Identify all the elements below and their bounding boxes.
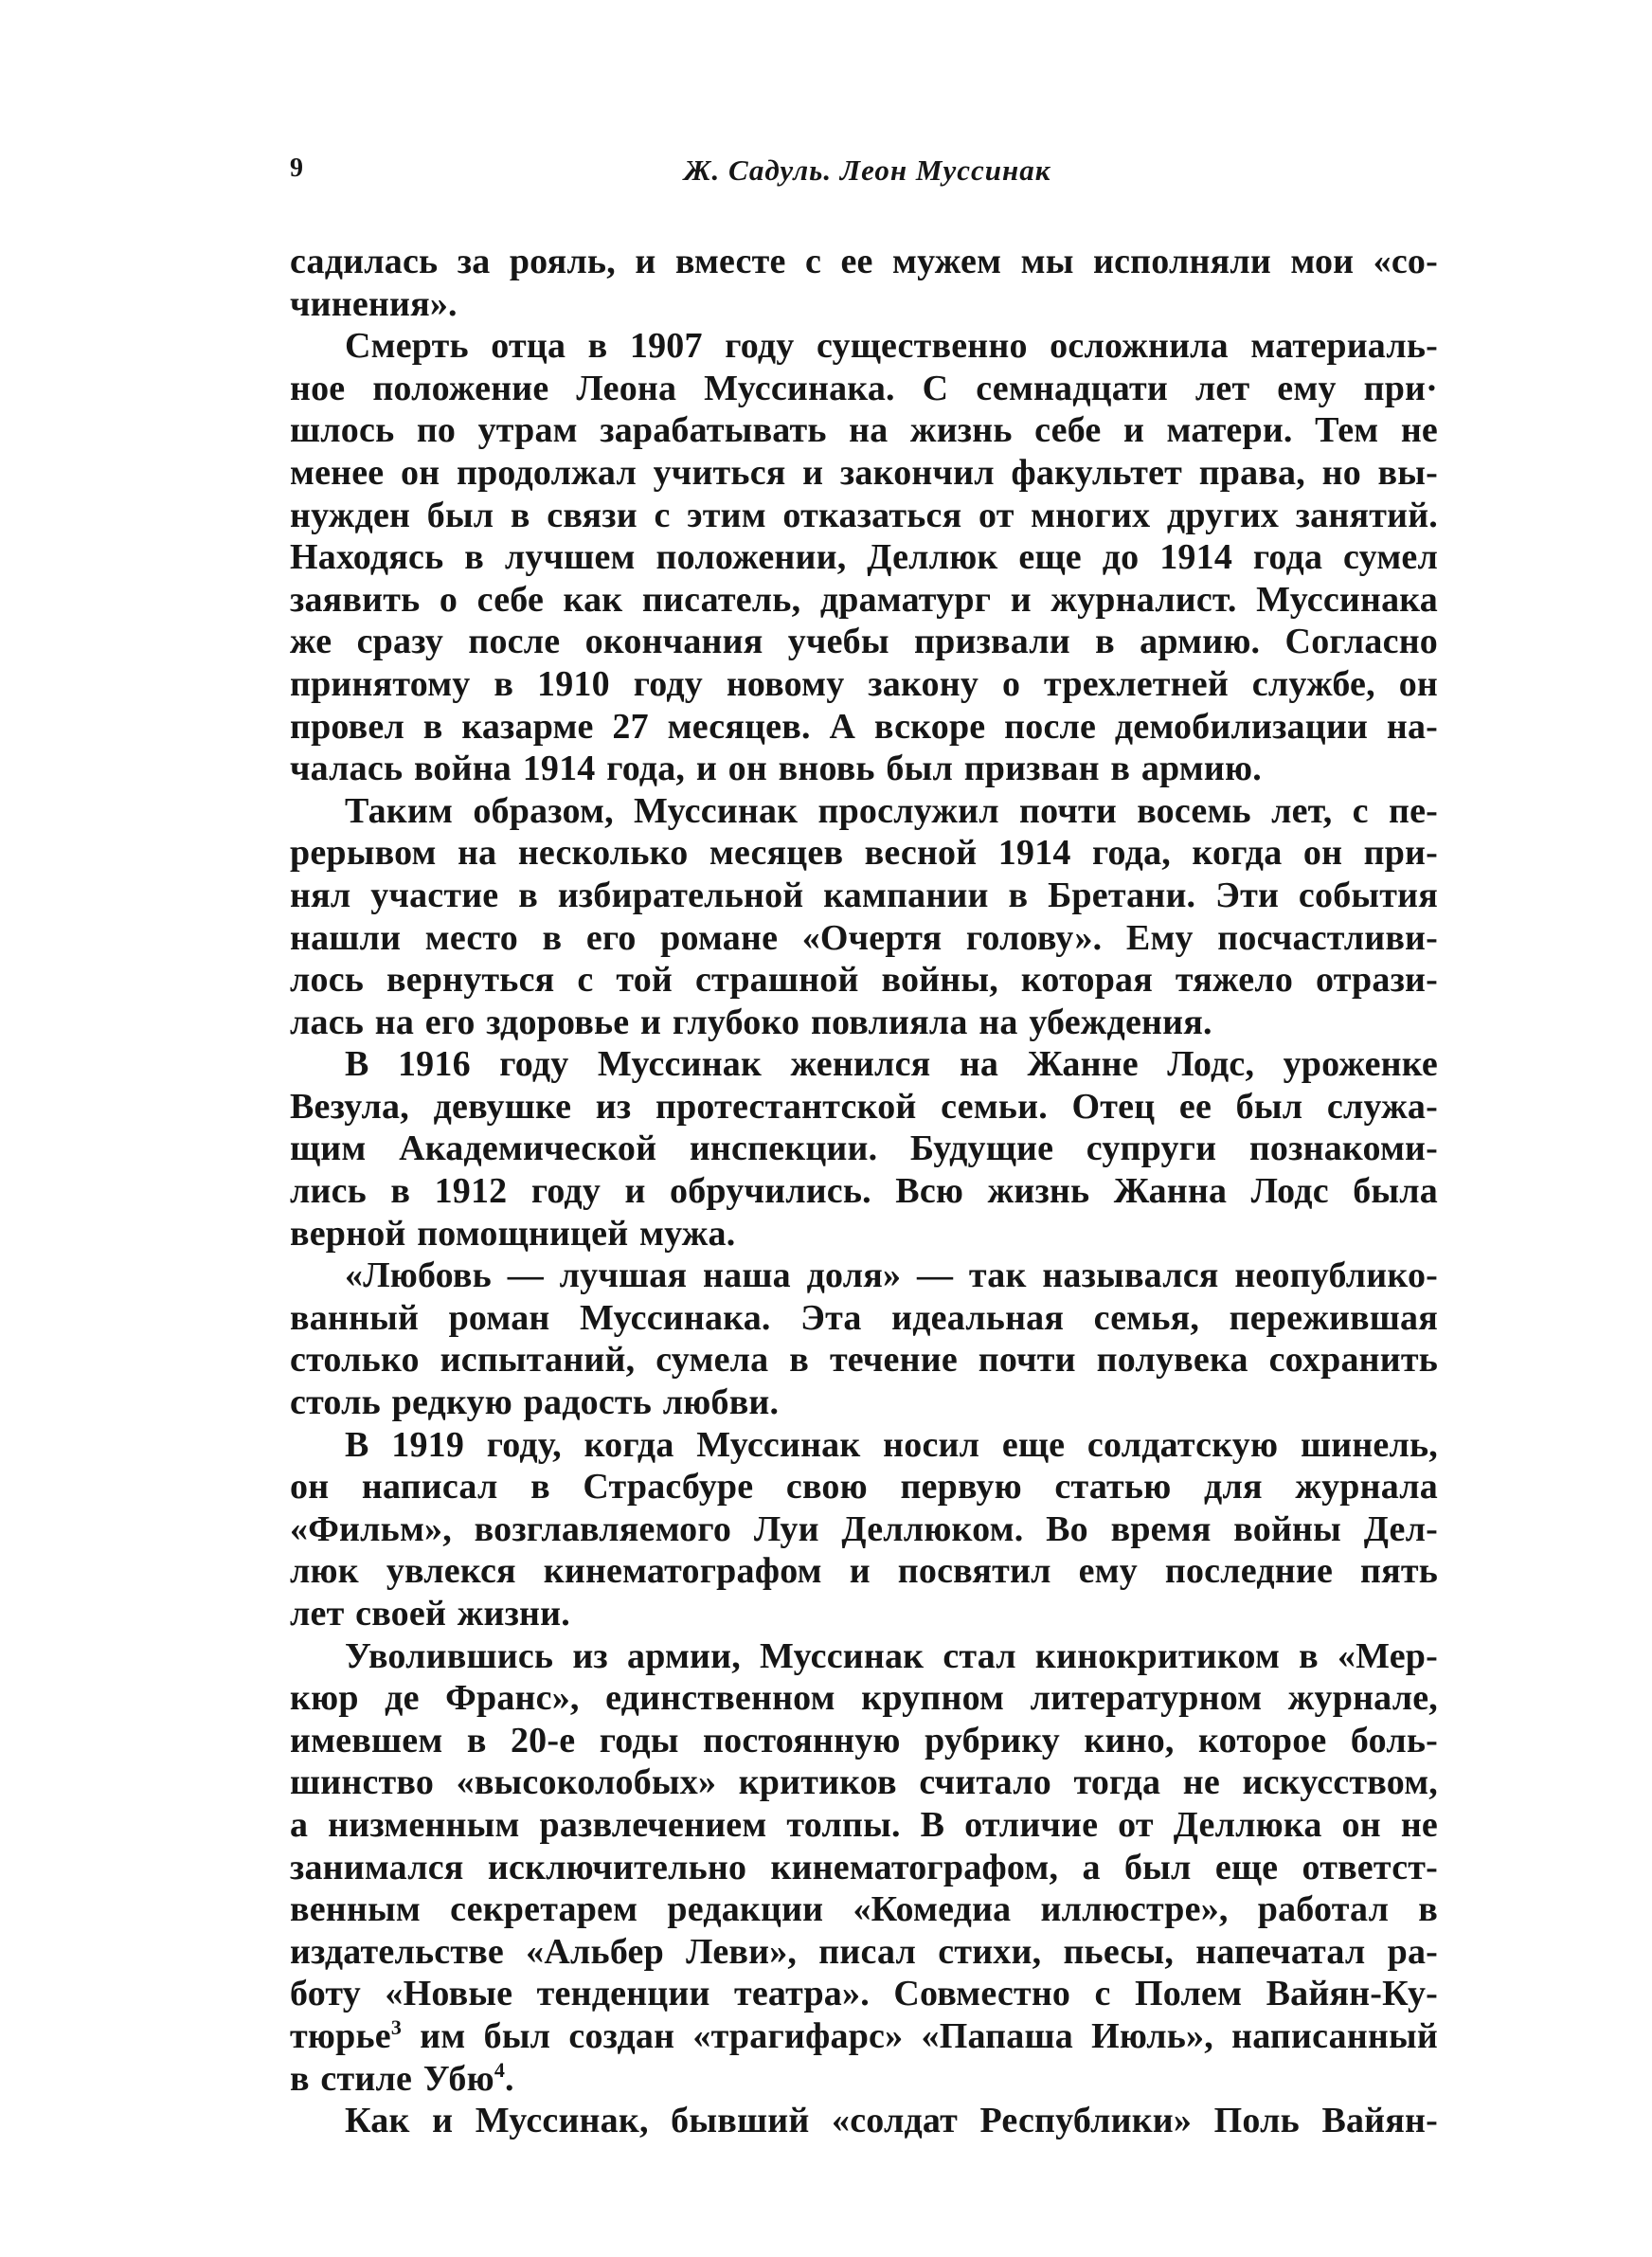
body-text [290,241,1438,2142]
text-line [290,1550,1438,1593]
text-line-content: тюрье [290,2015,391,2056]
text-line-content: шлось по утрам зарабатывать на жизнь себе и матери. Тем не [290,410,1438,451]
text-line-content: люк увлекся кинематографом и посвятил ему последние пять [290,1551,1438,1592]
text-line [290,1297,1438,1340]
text-line [290,2058,1438,2101]
text-line-content: верной помощницей мужа. [290,1213,736,1254]
text-line-content: занимался исключительно кинематографом, а был еще ответст- [290,1847,1438,1887]
text-line-content: столько испытаний, сумела в течение почти полувека сохранить [290,1340,1438,1381]
text-line [290,1761,1438,1804]
text-line [290,536,1438,579]
text-line-content: чинения». [290,283,458,324]
text-line [290,1255,1438,1297]
text-line-content: венным секретарем редакции «Комедиа иллюстре», работал в [290,1889,1438,1930]
text-line-content: он написал в Страсбуре свою первую статью для журнала [290,1467,1438,1508]
text-line [290,2015,1438,2058]
text-line-content: лась на его здоровье и глубоко повлияла на убеждения. [290,1002,1212,1042]
text-line-content: шинство «высоколобых» критиков считало тогда не искусством, [290,1762,1438,1803]
text-line [290,748,1438,790]
text-line-content: ванный роман Муссинака. Эта идеальная семья, пережившая [290,1297,1438,1338]
text-line-content: же сразу после окончания учебы призвали в армию. Согласно [290,622,1438,662]
text-line-content: менее он продолжал учиться и закончил факультет права, но вы- [290,452,1438,493]
text-line [290,1043,1438,1086]
text-line-content: Как и Муссинак, бывший «солдат Республики» Поль Вайян- [345,2101,1438,2141]
text-line-content: заявить о себе как писатель, драматург и журналист. Муссинака [290,579,1438,620]
text-line-content: Находясь в лучшем положении, Деллюк еще до 1914 года сумел [290,537,1438,578]
text-line-content: Смерть отца в 1907 году существенно осложнила материаль- [345,326,1438,367]
text-line [290,1804,1438,1847]
running-title: Ж. Садуль. Леон Муссинак [684,153,1051,187]
text-line [290,1002,1438,1044]
text-line-content: нашли место в его романе «Очертя голову». Ему посчастливи- [290,917,1438,958]
footnote-marker: 3 [390,2014,403,2039]
text-line [290,832,1438,875]
text-line-content: нужден был в связи с этим отказаться от многих других занятий. [290,495,1438,535]
text-line [290,1677,1438,1720]
text-line [290,368,1438,410]
text-line [290,1847,1438,1889]
text-line-content: кюр де Франс», единственном крупном литературном журнале, [290,1678,1438,1719]
text-line-content: рерывом на несколько месяцев весной 1914 года, когда он при- [290,833,1438,874]
text-line [290,325,1438,368]
text-line-content: «Любовь — лучшая наша доля» — так назывался неопублико- [345,1255,1438,1296]
text-line-continuation: им был создан «трагифарс» «Папаша Июль», написанный [402,2015,1438,2056]
text-line [290,283,1438,326]
footnote-marker: 4 [494,2057,506,2082]
text-line-content: Везула, девушке из протестантской семьи. Отец ее был служа- [290,1086,1438,1127]
text-line [290,409,1438,452]
text-line [290,1170,1438,1213]
text-line-content: ное положение Леона Муссинака. С семнадцати лет ему при· [290,368,1438,408]
text-line [290,1593,1438,1635]
page-number: 9 [290,153,304,183]
text-line [290,1466,1438,1508]
text-line-content: в стиле Убю [290,2058,494,2099]
text-line-content: садилась за рояль, и вместе с ее мужем мы исполняли мои «со- [290,242,1438,281]
text-line-content: щим Академической инспекции. Будущие супруги познакоми- [290,1128,1438,1169]
text-line [290,1381,1438,1424]
text-line-content: столь редкую радость любви. [290,1382,780,1423]
text-line-content: лось вернуться с той страшной войны, которая тяжело отрази- [290,960,1438,1001]
text-line [290,579,1438,622]
text-line [290,1128,1438,1170]
text-line-content: чалась война 1914 года, и он вновь был призван в армию. [290,749,1262,789]
text-line [290,1888,1438,1931]
text-line-content: В 1916 году Муссинак женился на Жанне Лодс, уроженке [345,1044,1438,1085]
text-line [290,241,1438,283]
text-line [290,621,1438,663]
text-line [290,2100,1438,2142]
text-line [290,1635,1438,1678]
text-line-content: а низменным развлечением толпы. В отличие от Деллюка он не [290,1804,1438,1845]
text-line-continuation: . [505,2058,514,2099]
text-line-content: провел в казарме 27 месяцев. А вскоре после демобилизации на- [290,706,1438,747]
text-line [290,1931,1438,1974]
text-line [290,1424,1438,1467]
text-line [290,1339,1438,1381]
text-line [290,790,1438,833]
text-line-content: лись в 1912 году и обручились. Всю жизнь Жанна Лодс была [290,1171,1438,1212]
text-line [290,917,1438,960]
text-line [290,1508,1438,1551]
text-line [290,1086,1438,1128]
text-line-content: «Фильм», возглавляемого Луи Деллюком. Во время войны Дел- [290,1508,1438,1549]
text-line [290,1720,1438,1762]
text-line [290,452,1438,495]
text-line [290,959,1438,1002]
text-line [290,663,1438,706]
text-line-content: В 1919 году, когда Муссинак носил еще солдатскую шинель, [345,1424,1438,1465]
text-line-content: Таким образом, Муссинак прослужил почти восемь лет, с пе- [345,790,1438,831]
text-line-content: Уволившись из армии, Муссинак стал кинокритиком в «Мер- [345,1635,1438,1676]
page-header [290,153,1438,195]
text-line [290,706,1438,749]
text-line-content: лет своей жизни. [290,1594,570,1634]
text-line-content: принятому в 1910 году новому закону о трехлетней службе, он [290,663,1438,704]
text-line [290,875,1438,917]
text-line [290,1213,1438,1255]
text-line-content: боту «Новые тенденции театра». Совместно с Полем Вайян-Ку- [290,1974,1438,2014]
text-line-content: имевшем в 20-е годы постоянную рубрику кино, которое боль- [290,1720,1438,1760]
text-line-content: издательстве «Альбер Леви», писал стихи, пьесы, напечатал ра- [290,1931,1438,1972]
text-line-content: нял участие в избирательной кампании в Бретани. Эти события [290,875,1438,915]
text-line [290,1973,1438,2015]
text-line [290,495,1438,537]
